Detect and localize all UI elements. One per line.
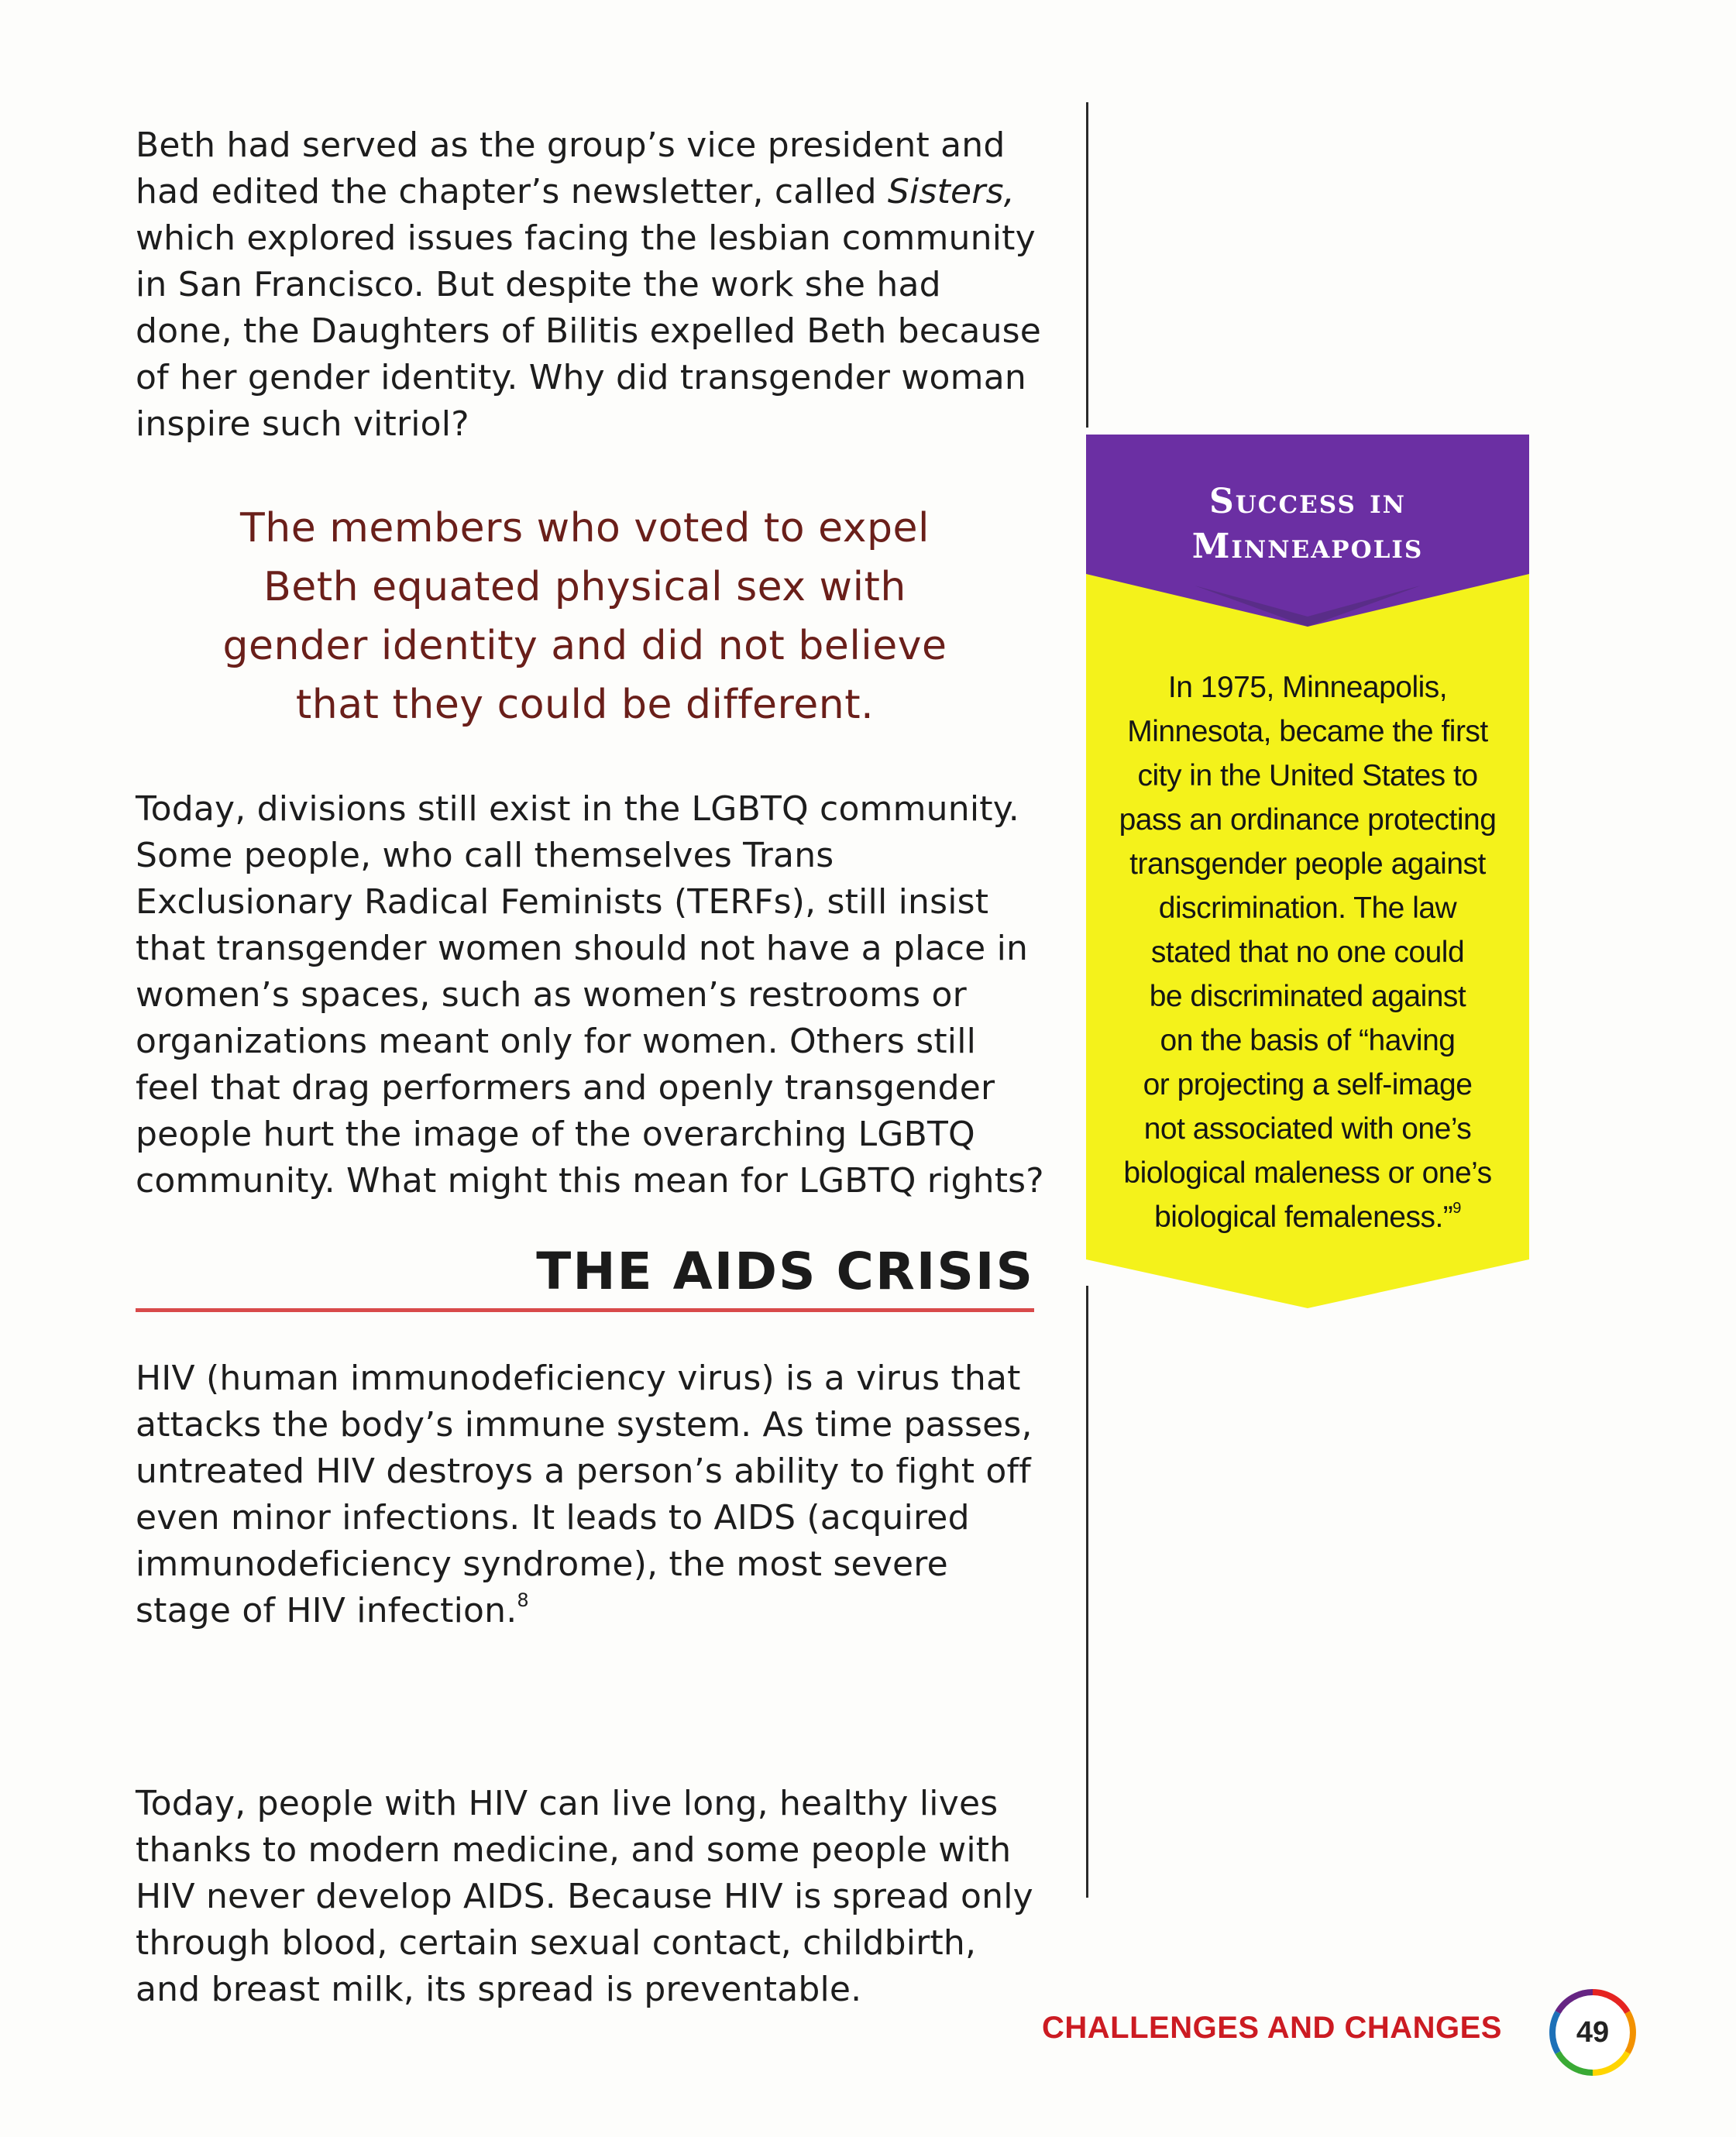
pull-quote-line: Beth equated physical sex with [263,564,906,610]
sidebar-body [1117,665,1498,1239]
pull-quote-line: The members who voted to expel [240,505,930,551]
sidebar-footnote-marker: 9 [1452,1200,1461,1217]
modern-medicine-paragraph: Today, people with HIV can live long, healthy lives thanks to modern medicine, and some people with HIV never develop AIDS. Because HIV is spread only through blood, certain sexual contact, childbirth, and breast milk, its spread is preventable. [136,1784,1033,2009]
hiv-paragraph [136,1355,1046,1634]
chapter-title-footer: CHALLENGES AND CHANGES [1042,2011,1502,2045]
sidebar-line: or projecting a self-image [1143,1068,1473,1101]
sidebar-title-line: Minneapolis [1191,527,1424,566]
pull-quote-line: that they could be different. [295,682,875,728]
page-number-badge [1546,1986,1639,2079]
footnote-marker: 8 [517,1589,529,1612]
sidebar-last-line: biological femaleness.” [1154,1201,1453,1234]
sidebar-line: In 1975, Minneapolis, [1167,671,1448,704]
sidebar-line: biological maleness or one’s [1123,1156,1492,1190]
section-heading-text: THE AIDS CRISIS [536,1242,1034,1301]
newsletter-title: Sisters, [887,172,1015,211]
intro-paragraph [136,122,1046,448]
sidebar-line: Minnesota, became the first [1127,715,1488,748]
sidebar-line: stated that no one could [1150,936,1465,969]
sidebar-title [1086,479,1529,569]
column-divider-bottom [1086,1286,1088,1898]
pull-quote-line: gender identity and did not believe [222,623,947,669]
sidebar-line: on the basis of “having [1160,1024,1456,1057]
sidebar-line: pass an ordinance protecting [1119,803,1497,837]
hiv-paragraph-text: HIV (human immunodeficiency virus) is a virus that attacks the body’s immune system. As time passes, untreated HIV destroys a person’s ability to fight off even minor infections. It leads to AIDS (acquired immunodeficiency syndrome), the most severe stage of HIV infection. [136,1359,1033,1630]
section-heading [136,1242,1034,1318]
sidebar-line: not associated with one’s [1143,1112,1472,1146]
pull-quote [221,499,949,734]
intro-text-part1: Beth had served as the group’s vice president and had edited the chapter’s newsletter, called [136,125,1006,211]
divisions-paragraph: Today, divisions still exist in the LGBTQ community. Some people, who call themselves Trans Exclusionary Radical Feminists (TERFs), still insist that transgender women should not have a place in women’s spaces, such as women’s restrooms or organizations meant only for women. Others still feel that drag performers and openly transgender people hurt the image of the overarching LGBTQ community. What might this mean for LGBTQ rights? [136,789,1044,1201]
sidebar-line: transgender people against [1129,847,1486,881]
sidebar-box [1086,435,1529,1308]
sidebar-line: be discriminated against [1149,980,1466,1013]
column-divider-top [1086,102,1088,428]
intro-text-part2: which explored issues facing the lesbian community in San Francisco. But despite the work she had done, the Daughters of Bilitis expelled Beth because of her gender identity. Why did transgender woman inspire such vitriol? [136,218,1042,444]
sidebar-line: city in the United States to [1137,759,1478,792]
sidebar-title-line: Success in [1208,482,1407,521]
sidebar-line [1117,1195,1498,1239]
sidebar-line: discrimination. The law [1158,892,1457,925]
page-number: 49 [1576,2016,1610,2049]
heading-underline [136,1308,1034,1312]
